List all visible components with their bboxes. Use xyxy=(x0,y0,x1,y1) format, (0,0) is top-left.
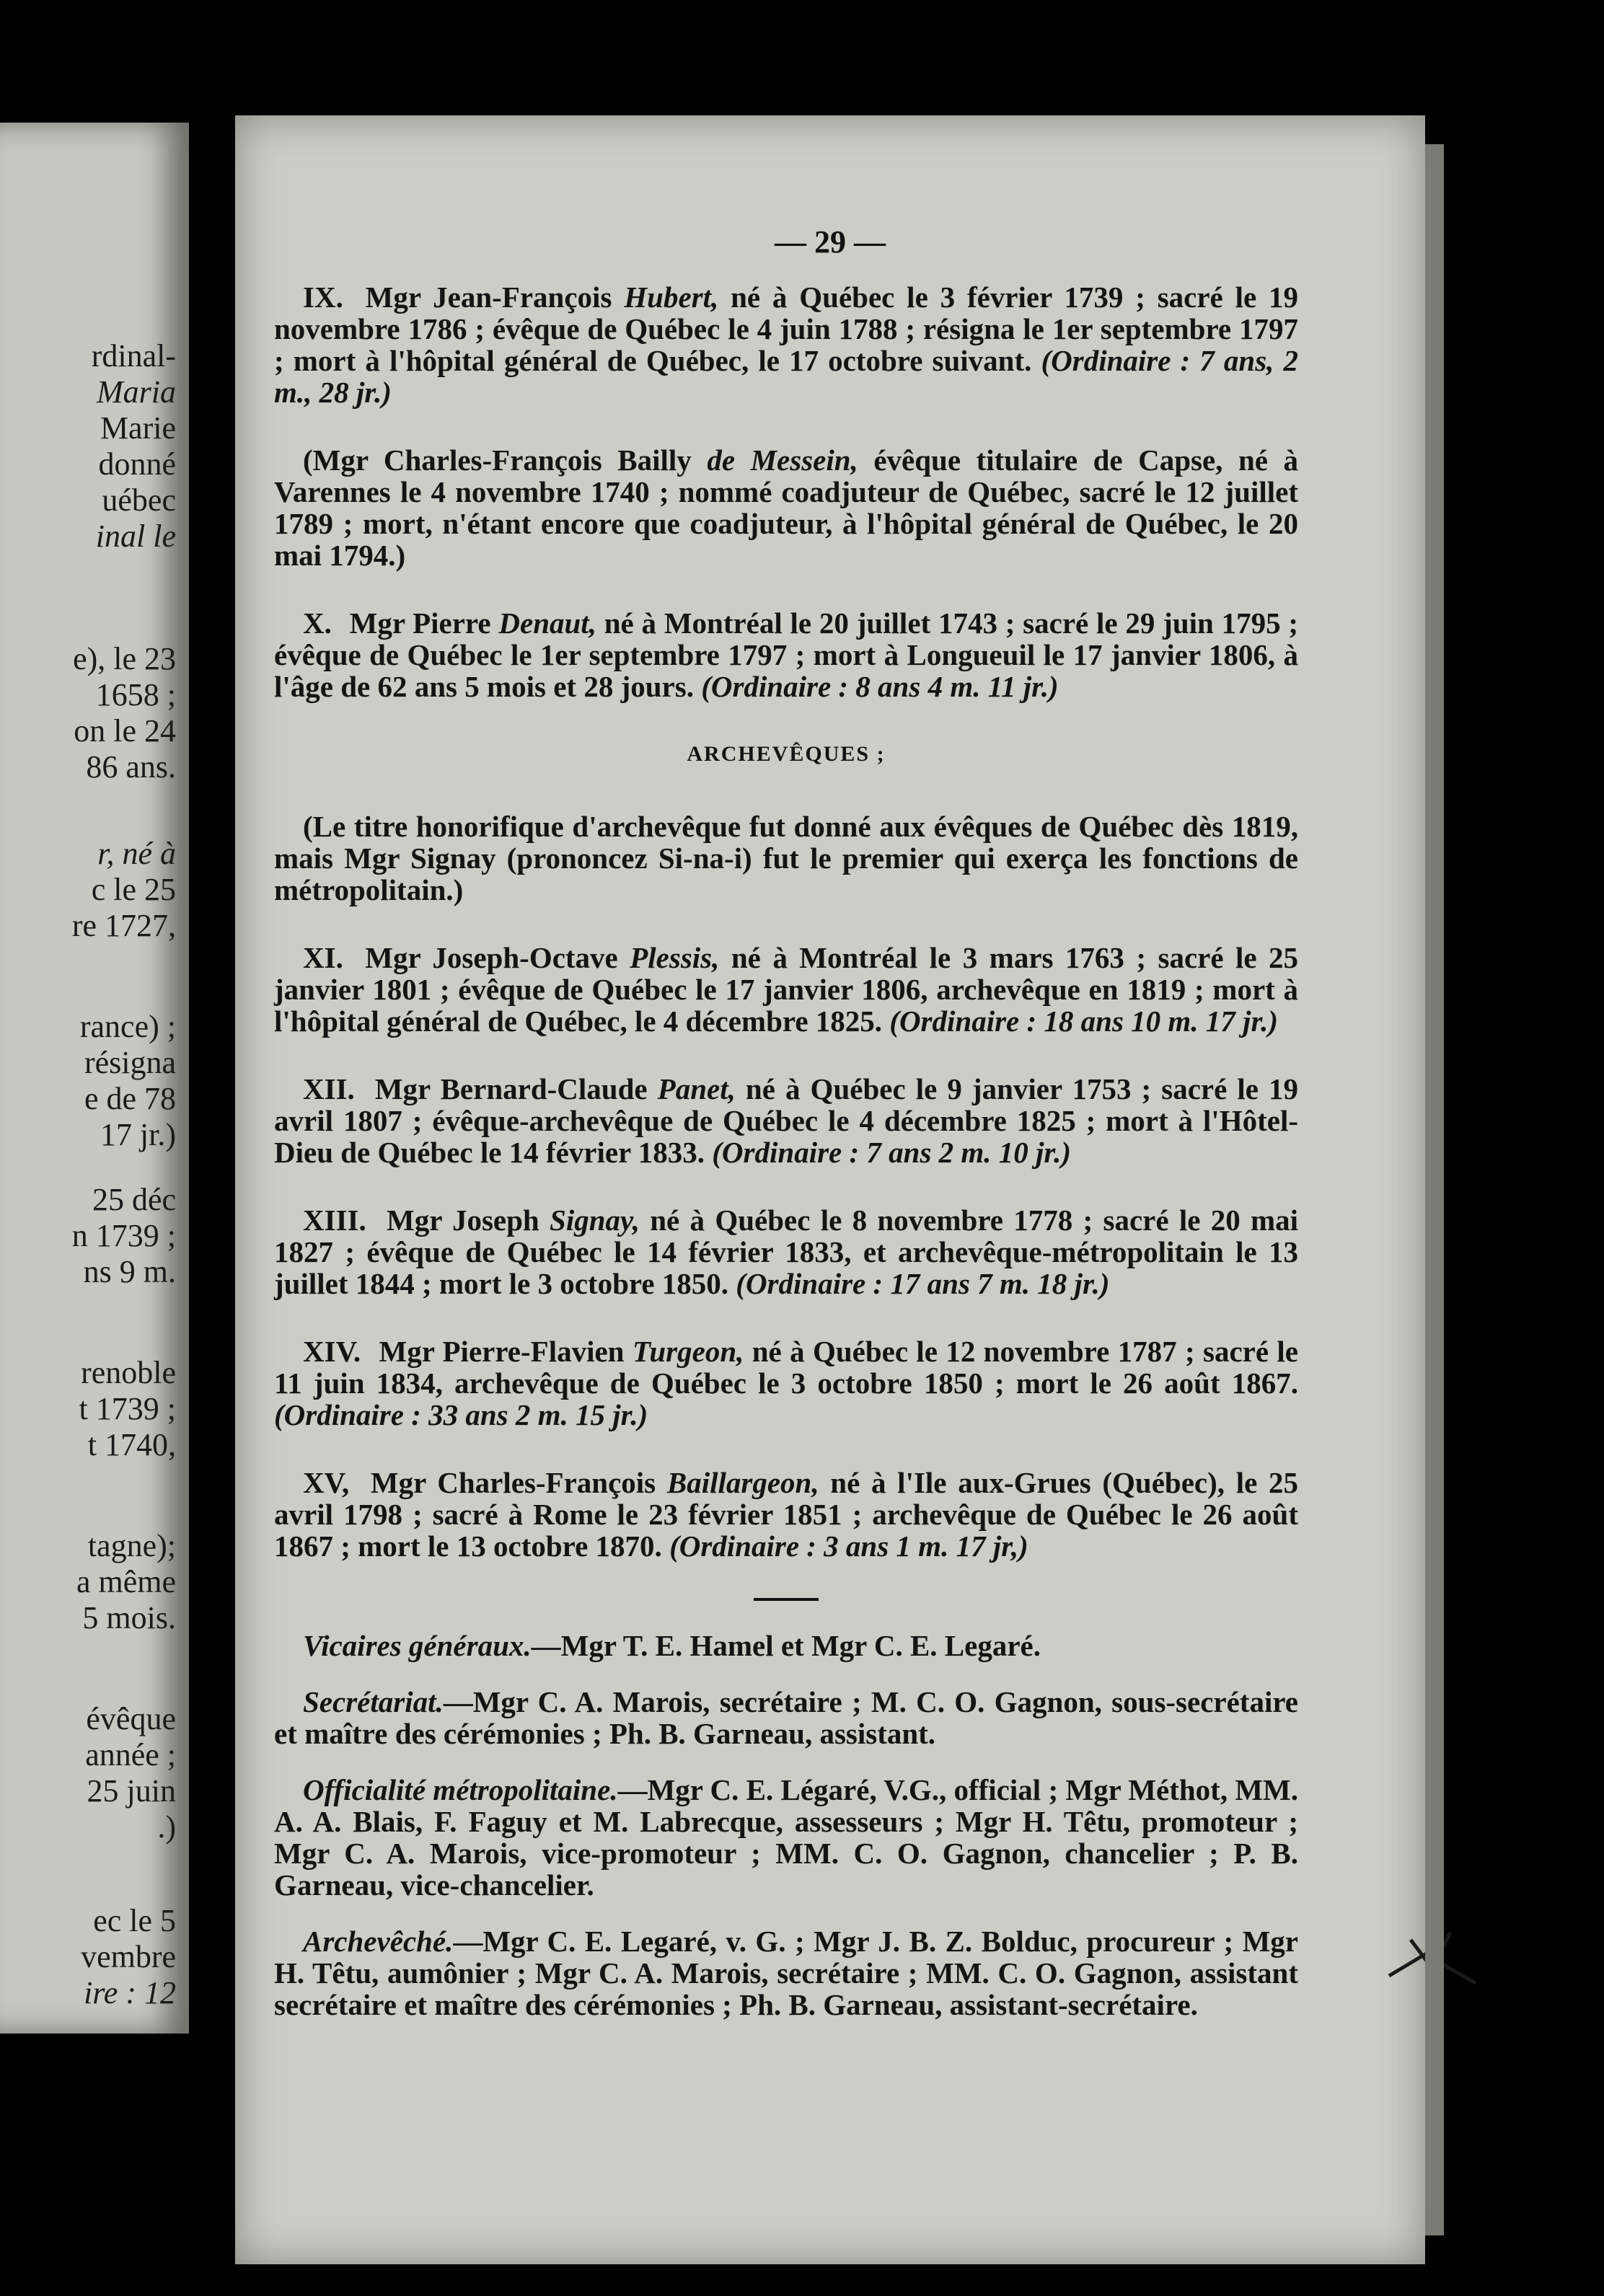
entry-ordinaire: (Ordinaire : 18 ans 10 m. 17 jr.) xyxy=(889,1004,1279,1038)
office-label: Archevêché. xyxy=(303,1925,454,1958)
office-label: Vicaires généraux. xyxy=(303,1629,532,1662)
section-divider xyxy=(754,1598,819,1601)
entry-number: XII. xyxy=(303,1072,355,1105)
entry-paragraph xyxy=(274,1335,1298,1431)
entry-ordinaire: (Ordinaire : 17 ans 7 m. 18 jr.) xyxy=(736,1267,1110,1300)
section-heading: ARCHEVÊQUES ; xyxy=(687,742,886,766)
fragment-line: re 1727, xyxy=(71,908,176,943)
page-body xyxy=(274,281,1298,2045)
entry-title: Mgr Joseph-Octave xyxy=(365,941,618,974)
entry-text: né à Montréal le 3 mars 1763 ; sacré le 25 janvier 1801 ; évêque de Québec le 17 janvier 1806, archevêque en 1819 ; mort à l'hôpital général de Québec, le 4 décembre 1825. xyxy=(274,941,1299,1038)
entry-paragraph xyxy=(274,1073,1298,1168)
entry-text: né à Québec le 3 février 1739 ; sacré le 19 novembre 1786 ; évêque de Québec le 4 juin 1788 ; résigna le 1er septembre 1797 ; mort à l'hôpital général de Québec, le 17 octobre suivant. xyxy=(274,281,1299,377)
fragment-line: renoble xyxy=(81,1355,176,1390)
entry-ordinaire: (Ordinaire : 8 ans 4 m. 11 jr.) xyxy=(701,670,1059,703)
entry-title: Mgr Jean-François xyxy=(365,281,612,314)
fragment-line: c le 25 xyxy=(91,872,176,907)
fragment-line: rdinal- xyxy=(91,338,176,374)
fragment-line: vembre xyxy=(81,1939,176,1974)
entry-ordinaire: (Ordinaire : 7 ans, 2 m., 28 jr.) xyxy=(274,344,1299,409)
fragment-line: inal le xyxy=(95,518,176,554)
fragment-line: on le 24 xyxy=(74,713,176,749)
entry-number: XIII. xyxy=(303,1204,366,1237)
fragment-line: rance) ; xyxy=(79,1009,176,1044)
fragment-line: e), le 23 xyxy=(73,641,176,676)
section-note: (Le titre honorifique d'archevêque fut donné aux évêques de Québec dès 1819, mais Mgr Signay (prononcez Si-na-i) fut le premier qui exerça les fonctions de métropolitain.) xyxy=(274,810,1298,906)
office-paragraph xyxy=(274,1686,1298,1749)
fragment-line: r, né à xyxy=(97,836,176,871)
entry-title: Mgr Charles-François xyxy=(370,1466,656,1499)
entry-paragraph xyxy=(274,942,1298,1037)
fragment-line: Marie xyxy=(100,410,176,446)
office-paragraph xyxy=(274,1630,1298,1661)
entry-number: XIV. xyxy=(303,1335,361,1368)
entry-name: Turgeon, xyxy=(632,1335,744,1368)
fragment-line: e de 78 xyxy=(84,1081,176,1116)
fragment-line: Maria xyxy=(97,374,176,410)
fragment-line: 17 jr.) xyxy=(100,1117,176,1152)
office-text: —Mgr T. E. Hamel et Mgr C. E. Legaré. xyxy=(531,1629,1041,1662)
office-label: Secrétariat. xyxy=(303,1685,444,1718)
fragment-line: 1658 ; xyxy=(95,677,176,712)
fragment-line: t 1739 ; xyxy=(79,1391,176,1426)
fragment-line: ns 9 m. xyxy=(83,1254,176,1289)
entry-paragraph xyxy=(274,444,1298,571)
fragment-line: uébec xyxy=(102,482,176,518)
fragment-line: .) xyxy=(157,1809,176,1845)
fragment-line: tagne); xyxy=(87,1528,176,1563)
fragment-line: ec le 5 xyxy=(93,1903,176,1938)
entry-title: Mgr Pierre xyxy=(349,606,491,640)
fragment-line: évêque xyxy=(86,1701,176,1736)
entry-text: né à Québec le 9 janvier 1753 ; sacré le 19 avril 1807 ; évêque-archevêque de Québec le 4 décembre 1825 ; mort à l'Hôtel-Dieu de Québec le 14 février 1833. xyxy=(274,1072,1299,1169)
fragment-line: ire : 12 xyxy=(84,1975,176,2010)
entry-name: de Messein, xyxy=(707,443,858,477)
fragment-line: 25 déc xyxy=(92,1182,176,1217)
entry-text: né à Québec le 12 novembre 1787 ; sacré le 11 juin 1834, archevêque de Québec le 3 octobre 1850 ; mort le 26 août 1867. xyxy=(274,1335,1299,1400)
fragment-line: n 1739 ; xyxy=(71,1218,176,1253)
office-paragraph xyxy=(274,1925,1298,2021)
entry-name: Signay, xyxy=(550,1204,640,1237)
entry-name: Denaut, xyxy=(498,606,596,640)
entry-paragraph xyxy=(274,281,1298,408)
entry-paragraph xyxy=(274,1204,1298,1299)
entry-ordinaire: (Ordinaire : 7 ans 2 m. 10 jr.) xyxy=(712,1136,1072,1169)
entry-number: X. xyxy=(303,606,332,640)
entry-number: IX. xyxy=(303,281,343,314)
entry-text: né à Québec le 8 novembre 1778 ; sacré le 20 mai 1827 ; évêque de Québec le 14 février 1833, et archevêque-métropolitain le 13 juillet 1844 ; mort le 3 octobre 1850. xyxy=(274,1204,1299,1300)
office-text: —Mgr C. E. Légaré, V.G., official ; Mgr Méthot, MM. A. A. Blais, F. Faguy et M. Labrecque, assesseurs ; Mgr H. Têtu, promoteur ; Mgr C. A. Marois, vice-promoteur ; MM. C. O. Gagnon, chancelier ; P. B. Garneau, vice-chancelier. xyxy=(274,1773,1298,1902)
page xyxy=(235,115,1425,2264)
entry-number: XV, xyxy=(303,1466,350,1499)
entry-paragraph xyxy=(274,607,1298,702)
entry-ordinaire: (Ordinaire : 33 ans 2 m. 15 jr.) xyxy=(274,1398,648,1431)
fragment-line: a même xyxy=(76,1564,176,1599)
fragment-line: 5 mois. xyxy=(82,1600,176,1635)
page-edge xyxy=(1425,144,1444,2235)
entry-name: Plessis, xyxy=(630,941,720,974)
office-paragraph xyxy=(274,1774,1298,1901)
fragment-line: t 1740, xyxy=(87,1427,176,1462)
entry-title: Mgr Pierre-Flavien xyxy=(379,1335,625,1368)
fragment-line: année ; xyxy=(85,1737,176,1772)
fragment-line: 86 ans. xyxy=(86,749,176,785)
fragment-line: donné xyxy=(98,446,176,482)
entry-title: Mgr Joseph xyxy=(387,1204,539,1237)
entry-title: Mgr Bernard-Claude xyxy=(374,1072,648,1105)
page-number: — 29 — xyxy=(775,224,886,260)
facing-page-fragment xyxy=(0,123,189,2034)
fragment-line: résigna xyxy=(84,1045,176,1080)
entry-text: né à Montréal le 20 juillet 1743 ; sacré le 29 juin 1795 ; évêque de Québec le 1er septembre 1797 ; mort à Longueuil le 17 janvier 1806, à l'âge de 62 ans 5 mois et 28 jours. xyxy=(274,606,1299,703)
entry-paragraph xyxy=(274,1467,1298,1562)
entry-ordinaire: (Ordinaire : 3 ans 1 m. 17 jr,) xyxy=(669,1529,1028,1563)
fragment-line: 25 juin xyxy=(87,1773,176,1809)
entry-name: Panet, xyxy=(657,1072,736,1105)
office-text: —Mgr C. E. Legaré, v. G. ; Mgr J. B. Z. Bolduc, procureur ; Mgr H. Têtu, aumônier ; Mgr C. A. Marois, secrétaire ; MM. C. O. Gagnon, assistant secrétaire et maître des cérémonies ; Ph. B. Garneau, assistant-secrétaire. xyxy=(274,1925,1298,2021)
office-label: Officialité métropolitaine. xyxy=(303,1773,618,1806)
entry-text: évêque titulaire de Capse, né à Varennes le 4 novembre 1740 ; nommé coadjuteur de Québec, sacré le 12 juillet 1789 ; mort, n'étant encore que coadjuteur, à l'hôpital général de Québec, le 20 mai 1794.) xyxy=(274,443,1299,572)
entry-name: Baillargeon, xyxy=(666,1466,819,1499)
entry-text: né à l'Ile aux-Grues (Québec), le 25 avril 1798 ; sacré à Rome le 23 février 1851 ; archevêque de Québec le 26 août 1867 ; mort le 13 octobre 1870. xyxy=(274,1466,1299,1563)
entry-number: XI. xyxy=(303,941,343,974)
office-text: —Mgr C. A. Marois, secrétaire ; M. C. O. Gagnon, sous-secrétaire et maître des cérémonies ; Ph. B. Garneau, assistant. xyxy=(274,1685,1298,1750)
entry-title: (Mgr Charles-François Bailly xyxy=(303,443,692,477)
entry-name: Hubert, xyxy=(624,281,719,314)
